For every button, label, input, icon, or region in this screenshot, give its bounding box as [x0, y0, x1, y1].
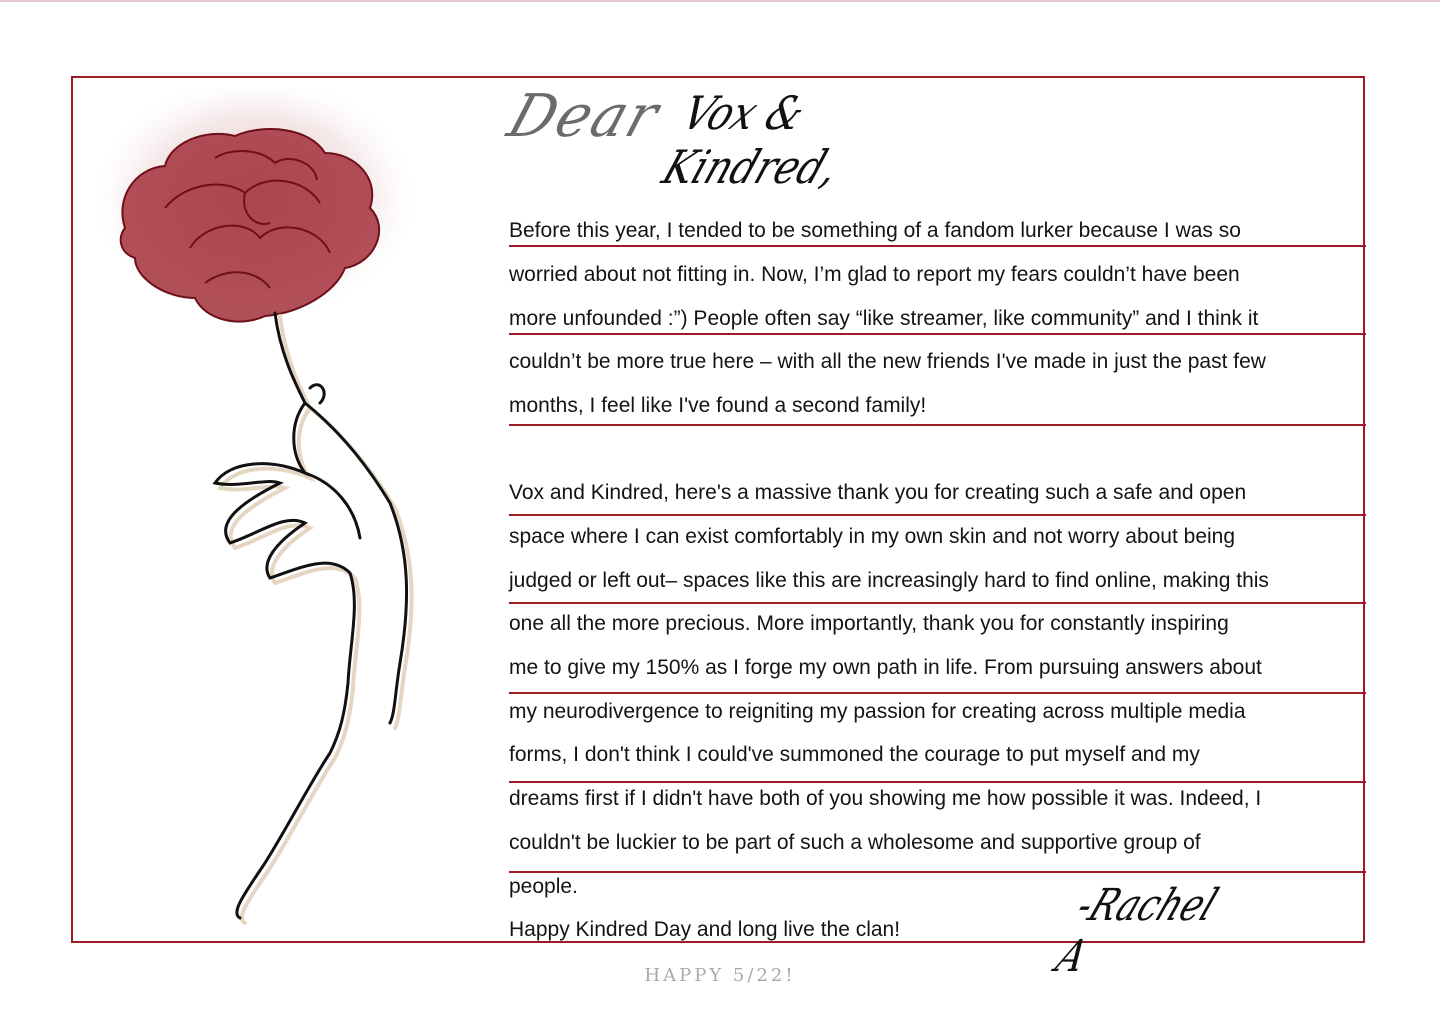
- ruled-line: [509, 602, 1366, 604]
- ruled-line: [509, 333, 1366, 335]
- hand-shadow: [220, 316, 412, 923]
- paragraph-line: Happy Kindred Day and long live the clan!: [509, 918, 901, 941]
- paragraph-line: worried about not fitting in. Now, I’m glad to report my fears couldn’t have been: [509, 263, 1240, 286]
- rose-in-hand-illustration: [95, 88, 455, 928]
- ruled-line: [509, 871, 1366, 873]
- ruled-line: [509, 424, 1366, 426]
- paragraph-line: forms, I don't think I could've summoned the courage to put myself and my: [509, 743, 1200, 766]
- paragraph-line: my neurodivergence to reigniting my passion for creating across multiple media: [509, 700, 1246, 723]
- hand-icon: [215, 313, 407, 918]
- paragraph-line: space where I can exist comfortably in my own skin and not worry about being: [509, 525, 1236, 548]
- paragraph-line: Vox and Kindred, here's a massive thank you for creating such a safe and open: [509, 481, 1247, 504]
- footer-caption: HAPPY 5/22!: [644, 965, 796, 986]
- paragraph-line: dreams first if I didn't have both of you showing me how possible it was. Indeed, I: [509, 787, 1262, 810]
- paragraph-line: one all the more precious. More importantly, thank you for constantly inspiring: [509, 612, 1229, 635]
- ruled-line: [509, 514, 1366, 516]
- signature: [1048, 880, 1270, 982]
- ruled-line: [509, 781, 1366, 783]
- ruled-line: [509, 245, 1366, 247]
- salutation-dear: Dear: [499, 82, 669, 151]
- signature-text: -Rachel A: [1048, 880, 1225, 982]
- paragraph-line: months, I feel like I've found a second family!: [509, 394, 927, 417]
- salutation-names: Vox & Kindred,: [655, 86, 847, 194]
- paragraph-line: judged or left out– spaces like this are increasingly hard to find online, making this: [509, 569, 1269, 592]
- paragraph-line: more unfounded :”) People often say “like streamer, like community” and I think it: [509, 307, 1259, 330]
- paragraph-line: people.: [509, 875, 578, 898]
- salutation: [499, 78, 935, 194]
- ruled-line: [509, 692, 1366, 694]
- paragraph-line: couldn't be luckier to be part of such a wholesome and supportive group of: [509, 831, 1201, 854]
- paragraph-line: Before this year, I tended to be something of a fandom lurker because I was so: [509, 219, 1241, 242]
- paragraph-line: couldn’t be more true here – with all the new friends I've made in just the past few: [509, 350, 1266, 373]
- paragraph-line: me to give my 150% as I forge my own path in life. From pursuing answers about: [509, 656, 1262, 679]
- top-divider: [0, 0, 1440, 2]
